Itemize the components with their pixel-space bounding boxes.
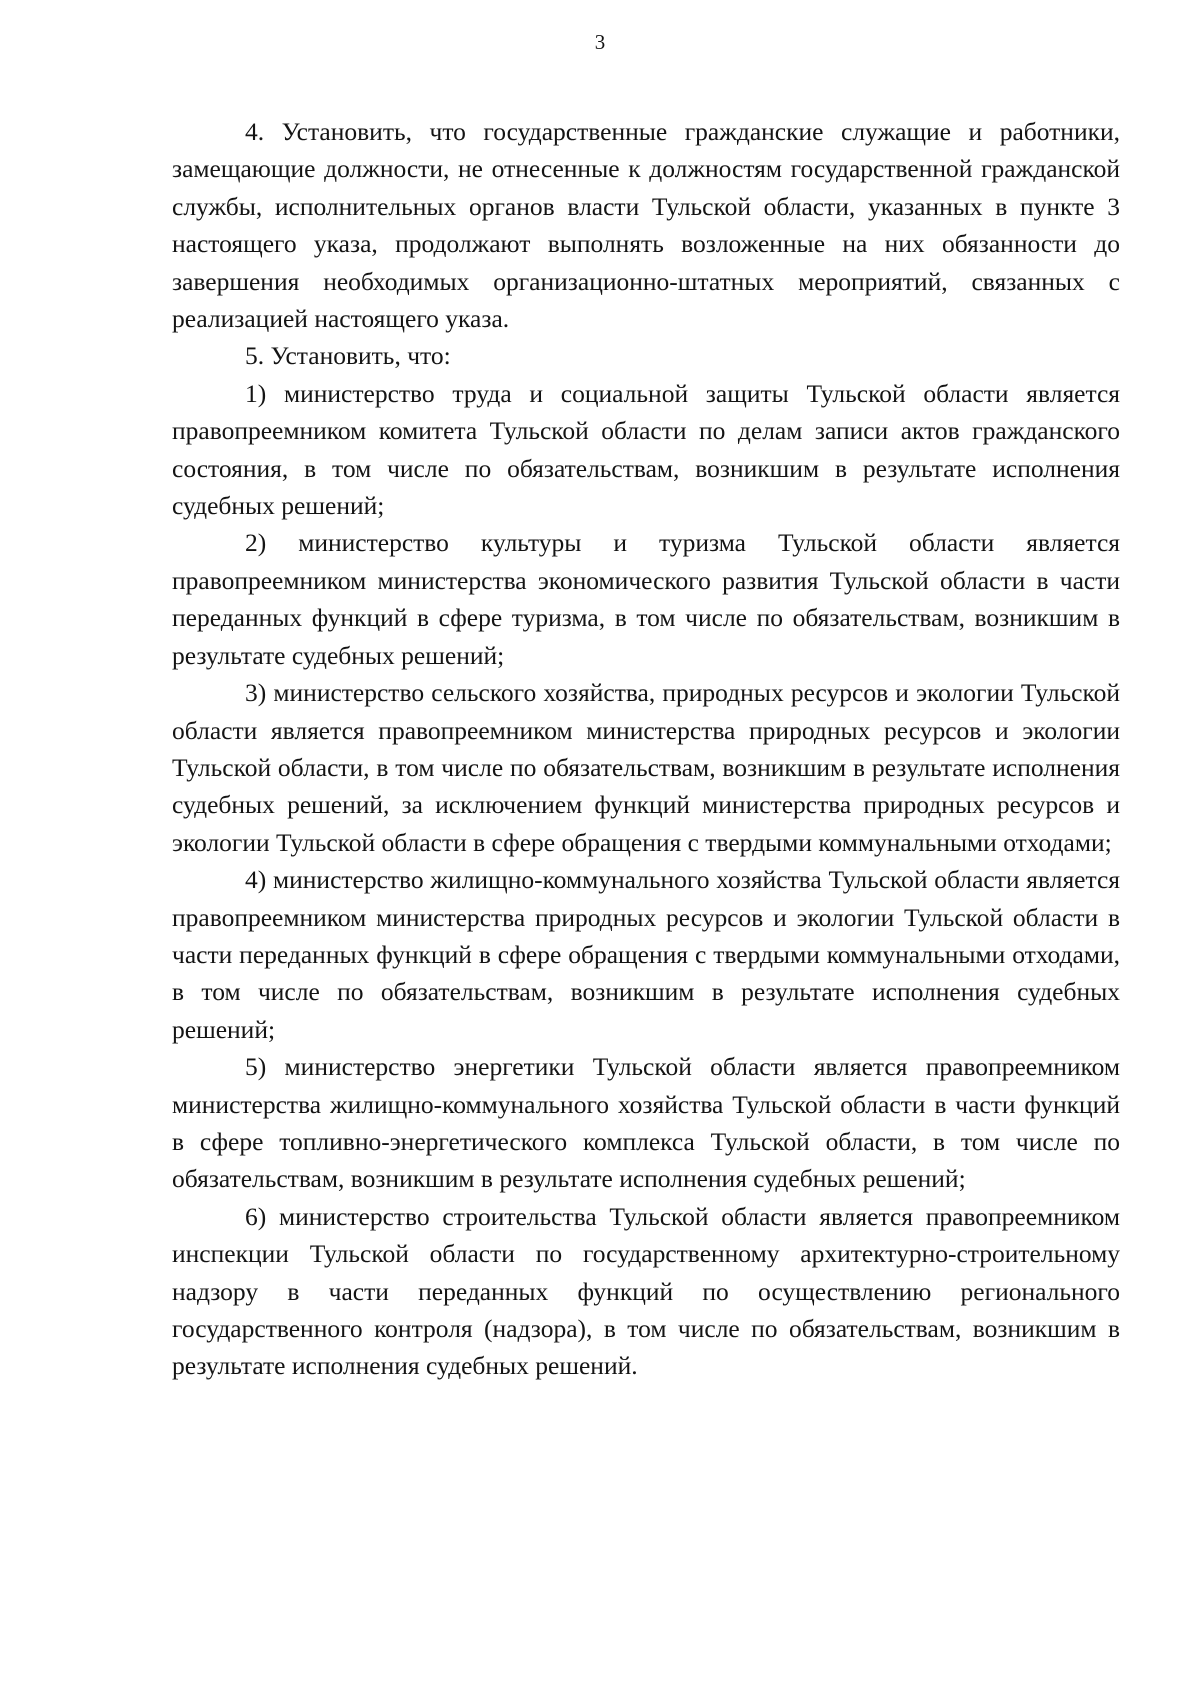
paragraph-item-4: 4) министерство жилищно-коммунального хозяйства Тульской области является правопреемником министерства природных ресурсов и экологии Тульской области в части переданных функций в сфере обращения с твердыми коммунальными отходами, в том числе по обязательствам, возникшим в результате исполнения судебных решений;	[172, 865, 1120, 1044]
paragraph-clause-4: 4. Установить, что государственные гражданские служащие и работники, замещающие должности, не отнесенные к должностям государственной гражданской службы, исполнительных органов власти Тульской области, указанных в пункте 3 настоящего указа, продолжают выполнять возложенные на них обязанности до завершения необходимых организационно-штатных мероприятий, связанных с реализацией настоящего указа.	[172, 117, 1120, 334]
paragraph-item-1: 1) министерство труда и социальной защиты Тульской области является правопреемником комитета Тульской области по делам записи актов гражданского состояния, в том числе по обязательствам, возникшим в результате исполнения судебных решений;	[172, 378, 1120, 521]
paragraph-item-2: 2) министерство культуры и туризма Тульской области является правопреемником министерства экономического развития Тульской области в части переданных функций в сфере туризма, в том числе по обязательствам, возникшим в результате судебных решений;	[172, 528, 1120, 670]
paragraph-item-3: 3) министерство сельского хозяйства, природных ресурсов и экологии Тульской области является правопреемником министерства природных ресурсов и экологии Тульской области, в том числе по обязательствам, возникшим в результате исполнения судебных решений, за исключением функций министерства природных ресурсов и экологии Тульской области в сфере обращения с твердыми коммунальными отходами;	[172, 678, 1120, 857]
paragraph-item-6: 6) министерство строительства Тульской области является правопреемником инспекции Тульской области по государственному архитектурно-строительному надзору в части переданных функций по осуществлению регионального государственного контроля (надзора), в том числе по обязательствам, возникшим в результате исполнения судебных решений.	[172, 1201, 1120, 1381]
paragraph-clause-5: 5. Установить, что:	[245, 341, 451, 371]
document-body	[172, 113, 1120, 1385]
page-number: 3	[594, 30, 606, 54]
paragraph-item-5: 5) министерство энергетики Тульской области является правопреемником министерства жилищно-коммунального хозяйства Тульской области в части функций в сфере топливно-энергетического комплекса Тульской области, в том числе по обязательствам, возникшим в результате исполнения судебных решений;	[172, 1052, 1120, 1194]
